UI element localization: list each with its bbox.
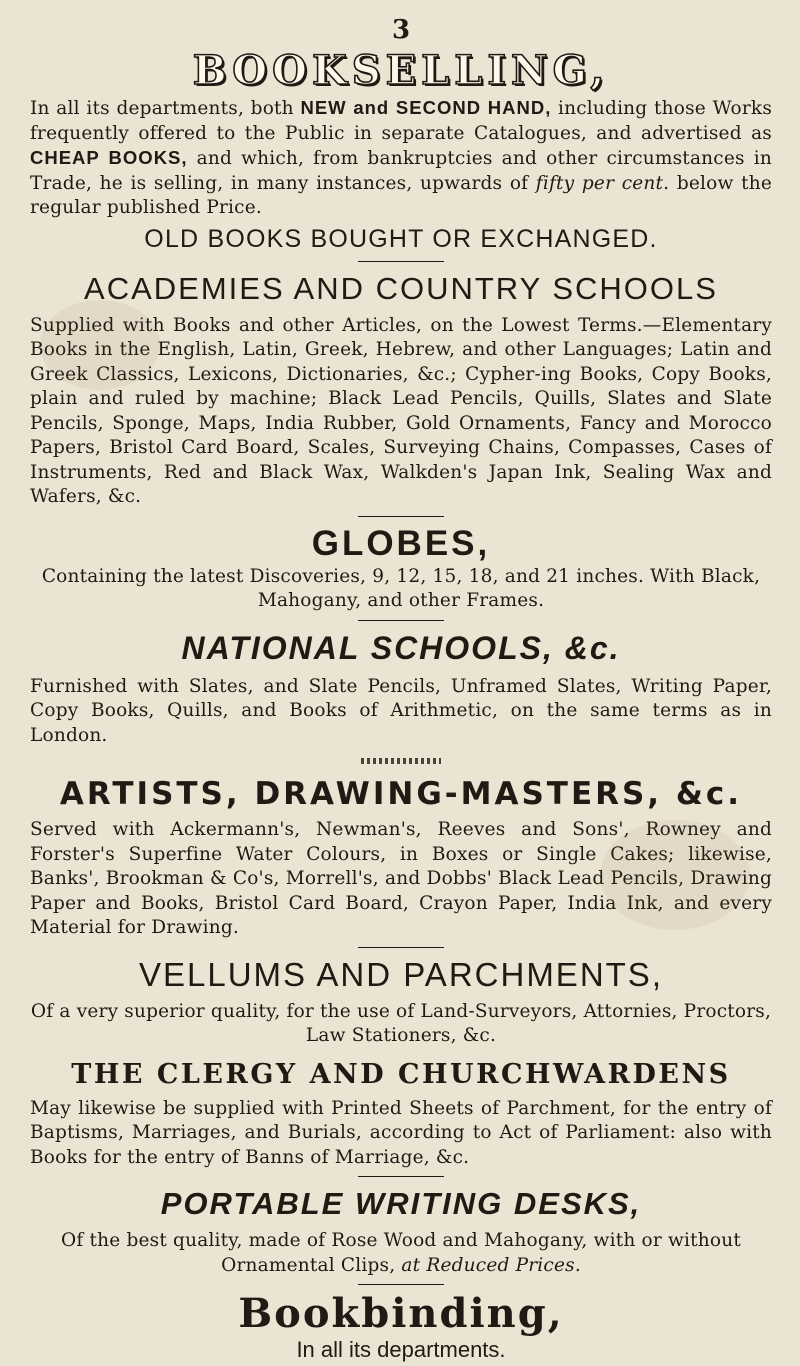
intro-prefix: In all its departments, both	[30, 98, 301, 119]
divider	[358, 1284, 444, 1285]
divider	[358, 261, 444, 262]
section-title: ACADEMIES AND COUNTRY SCHOOLS	[84, 270, 718, 306]
intro-mid: including those Works frequently offered to the Public in separate Catalogues, and advertised as	[30, 98, 773, 144]
section-vellums	[30, 954, 772, 1049]
section-academies	[30, 268, 772, 510]
section-body: Served with Ackermann's, Newman's, Reeves and Sons', Rowney and Forster's Superfine Water Colours, in Boxes or Single Cakes; likewise, Banks', Brookman & Co's, Morrell's, and Dobbs' Black Lead Pencils, Drawing Paper and Books, Bristol Card Board, Crayon Paper, India Ink, and every Material for Drawing.	[30, 819, 772, 938]
divider	[358, 1176, 444, 1177]
section-title: NATIONAL SCHOOLS, &c.	[181, 629, 621, 666]
intro-suffix: below the regular published Price.	[30, 172, 772, 218]
intro-mid2: and which, from bankruptcies and other circumstances in Trade, he is selling, in many instances, upwards of	[30, 148, 772, 194]
intro-fifty: fifty per cent.	[535, 172, 670, 194]
section-body-text: Of the best quality, made of Rose Wood and Mahogany, with or without Ornamental Clips,	[60, 1230, 741, 1276]
section-body: Containing the latest Discoveries, 9, 12, 15, 18, and 21 inches. With Black, Mahogany, and other Frames.	[41, 565, 761, 611]
section-body-italic: at Reduced Prices.	[401, 1254, 581, 1276]
section-body	[30, 1229, 772, 1278]
section-title: ARTISTS, DRAWING-MASTERS, &c.	[59, 776, 743, 812]
section-title: GLOBES,	[311, 523, 491, 563]
section-body: Furnished with Slates, and Slate Pencils, Unframed Slates, Writing Paper, Copy Books, Quills, and Books of Arithmetic, on the same terms as in London.	[30, 675, 772, 746]
section-globes	[30, 523, 772, 614]
divider	[358, 620, 444, 621]
section-national-schools	[30, 627, 772, 749]
section-body: Of a very superior quality, for the use of Land-Surveyors, Attornies, Proctors, Law Stationers, &c.	[30, 1000, 772, 1046]
intro-paragraph	[30, 96, 772, 221]
paper-stain	[40, 300, 160, 390]
page-number: 3	[391, 15, 411, 45]
intro-cheap: CHEAP BOOKS,	[30, 147, 188, 168]
section-body: Supplied with Books and other Articles, on the Lowest Terms.—Elementary Books in the English, Latin, Greek, Hebrew, and other Languages; Latin and Greek Classics, Lexicons, Dictionaries, &c.; Cypher-ing Books, Copy Books, plain and ruled by machine; Black Lead Pencils, Quills, Slates and Slate Pencils, Sponge, Maps, India Rubber, Gold Ornaments, Fancy and Morocco Papers, Bristol Card Board, Scales, Surveying Chains, Compasses, Cases of Instruments, Red and Black Wax, Walkden's Japan Ink, Sealing Wax and Wafers, &c.	[30, 314, 772, 507]
section-writing-desks	[30, 1183, 772, 1278]
section-body: May likewise be supplied with Printed Sheets of Parchment, for the entry of Baptisms, Marriages, and Burials, according to Act of Parliament: also with Books for the entry of Banns of Marriage, &c.	[30, 1097, 772, 1168]
divider	[358, 947, 444, 948]
paper-stain	[600, 820, 750, 930]
closing-title: Bookbinding,	[238, 1290, 564, 1337]
closing-subtitle: In all its departments.	[296, 1337, 506, 1362]
intro-new-second: NEW and SECOND HAND,	[300, 97, 552, 118]
divider	[361, 758, 441, 764]
divider	[358, 516, 444, 517]
section-title: THE CLERGY AND CHURCHWARDENS	[71, 1058, 731, 1090]
section-clergy	[30, 1055, 772, 1171]
old-books-heading: OLD BOOKS BOUGHT OR EXCHANGED.	[144, 224, 658, 253]
section-title: PORTABLE WRITING DESKS,	[160, 1186, 642, 1221]
section-title: VELLUMS AND PARCHMENTS,	[139, 955, 663, 993]
page-header: BOOKSELLING,	[192, 47, 610, 94]
